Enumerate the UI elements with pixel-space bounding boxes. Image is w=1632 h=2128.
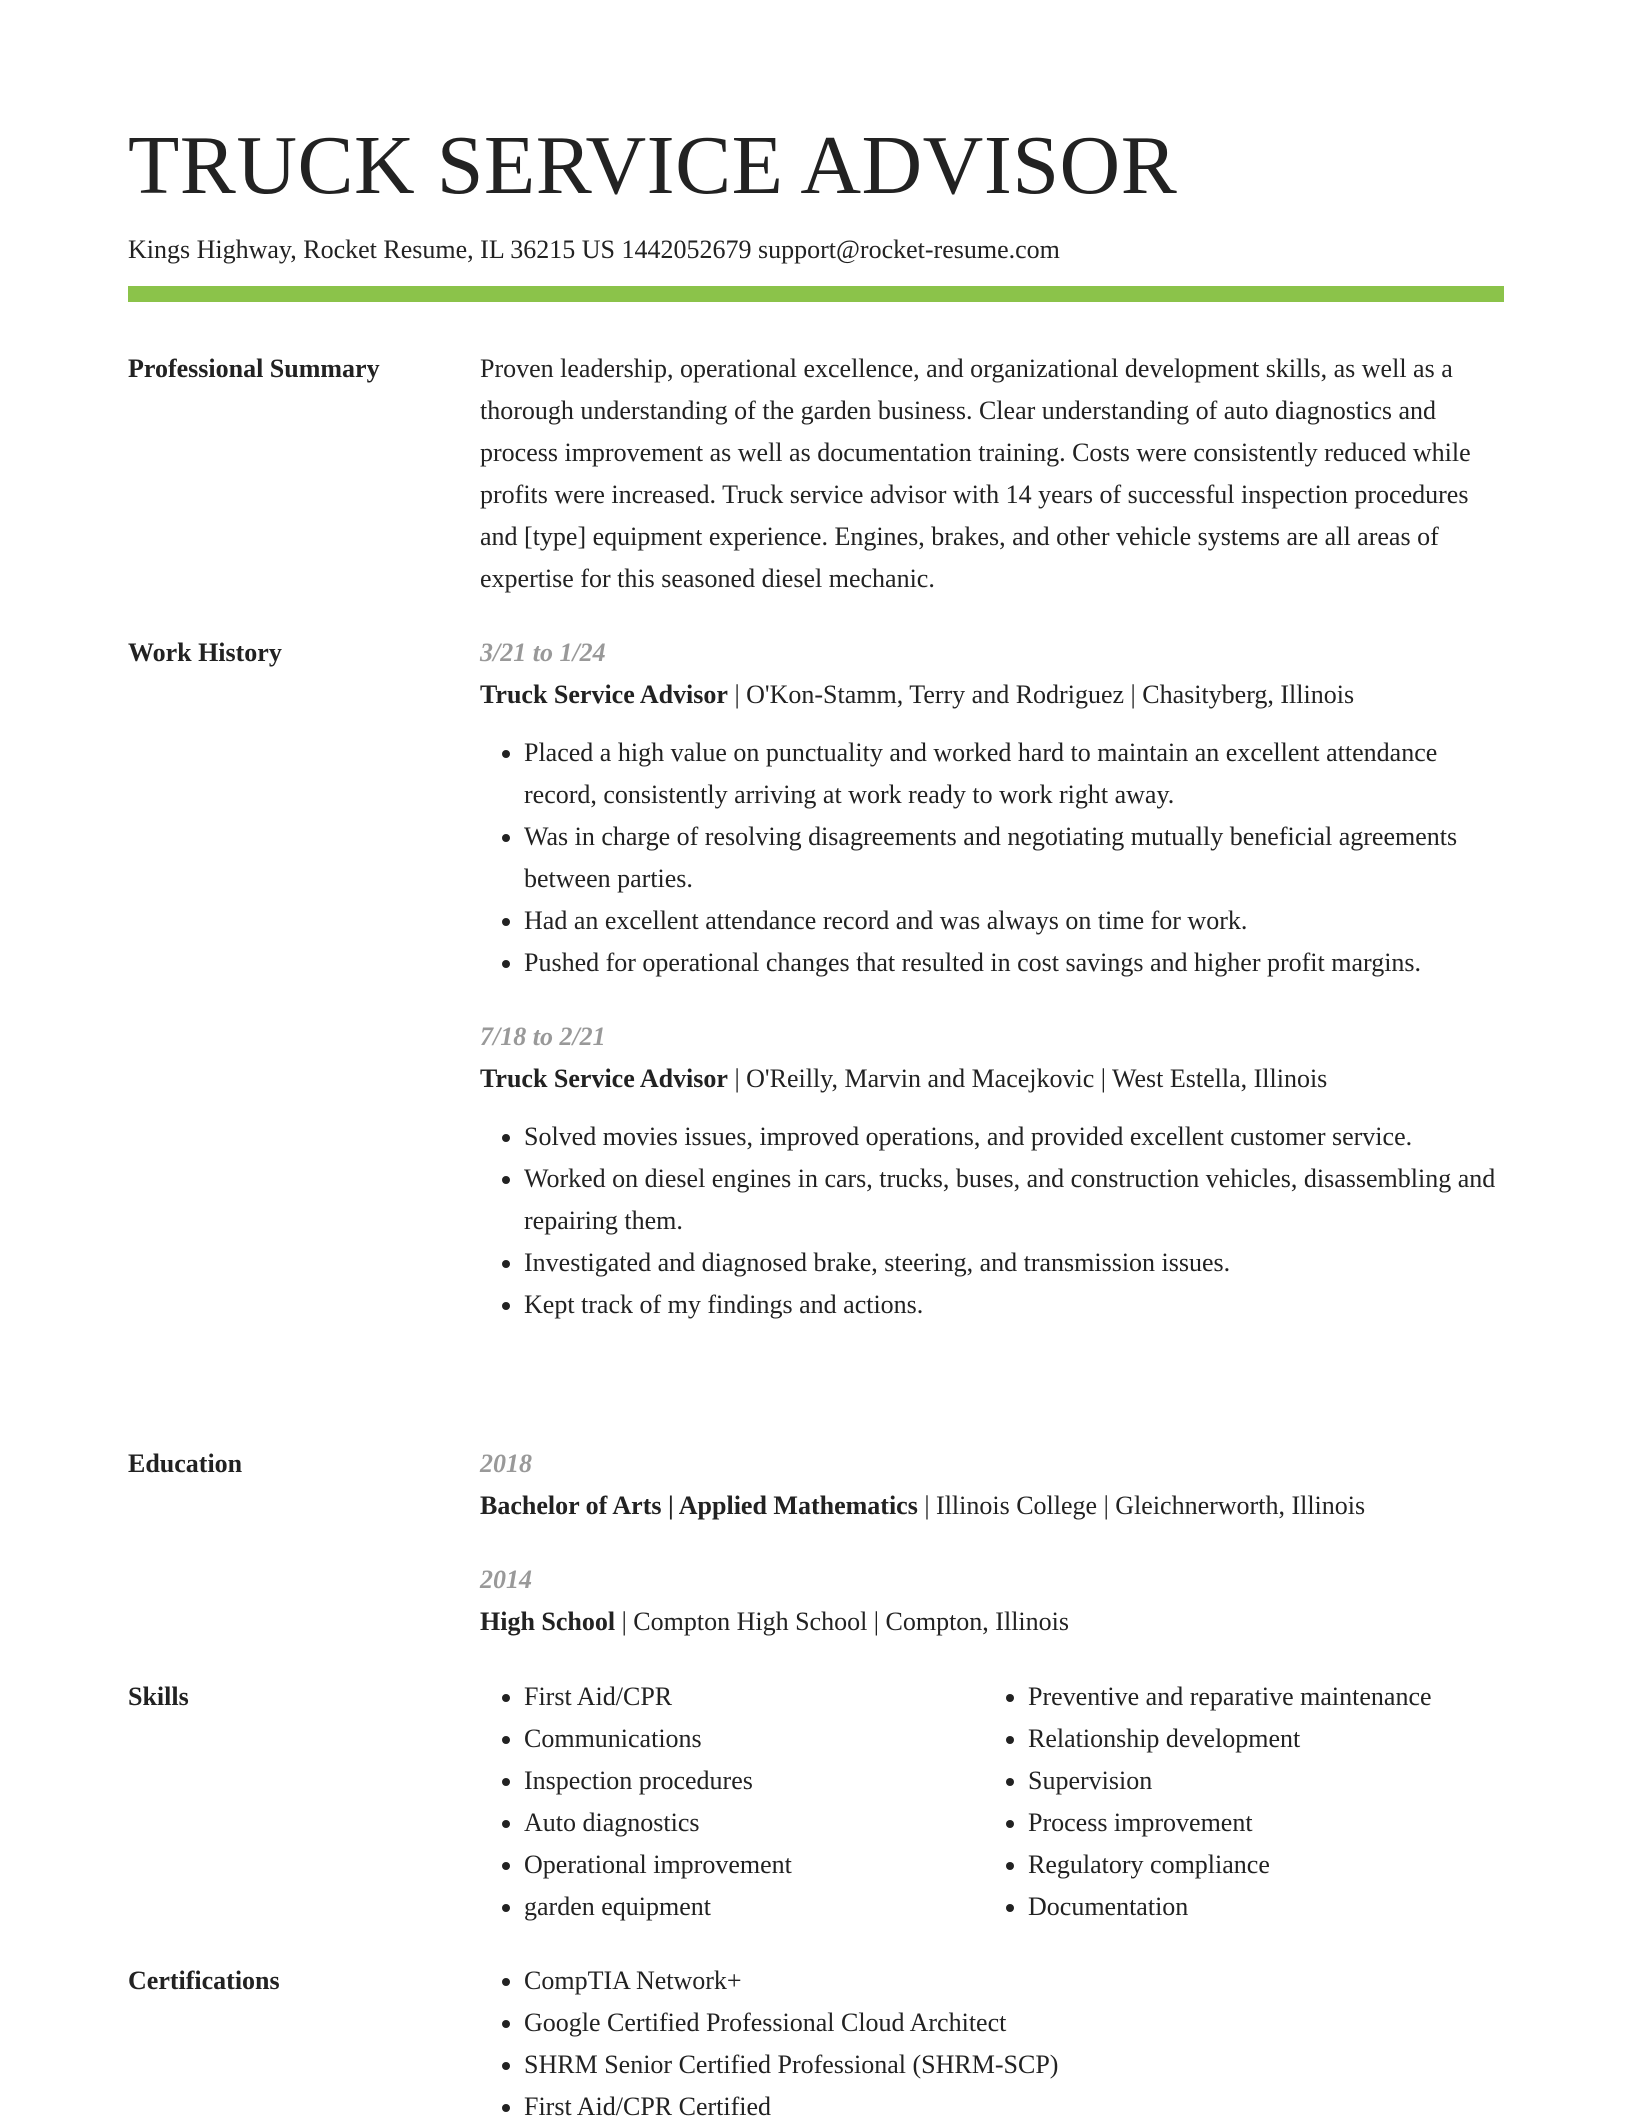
- skill-item: • Preventive and reparative maintenance: [1028, 1676, 1488, 1718]
- job-bullet: • Placed a high value on punctuality and worked hard to maintain an excellent attendance record, consistently arriving at work ready to work right away.: [524, 732, 1504, 816]
- job-bullet: • Had an excellent attendance record and was always on time for work.: [524, 900, 1504, 942]
- job-entry: [480, 632, 1504, 984]
- education-line: [480, 1485, 1504, 1527]
- summary-body: [480, 348, 1504, 600]
- job-bullet: • Worked on diesel engines in cars, trucks, buses, and construction vehicles, disassembling and repairing them.: [524, 1158, 1504, 1242]
- skill-item: • Regulatory compliance: [1028, 1844, 1488, 1886]
- education-details: | Illinois College | Gleichnerworth, Illinois: [917, 1491, 1366, 1520]
- job-role-line: [480, 674, 1504, 716]
- section-heading-summary: Professional Summary: [128, 354, 380, 383]
- section-heading-education: Education: [128, 1449, 243, 1478]
- skill-item: • Communications: [524, 1718, 984, 1760]
- job-dates: 7/18 to 2/21: [480, 1022, 606, 1051]
- certifications-body: [480, 1960, 1504, 2128]
- skill-item: • Relationship development: [1028, 1718, 1488, 1760]
- job-bullet: • Kept track of my findings and actions.: [524, 1284, 1504, 1326]
- skills-column-left: [480, 1676, 984, 1928]
- education-degree: High School: [480, 1607, 616, 1636]
- skills-column-right: [984, 1676, 1488, 1928]
- work-body: [480, 632, 1504, 1358]
- skill-item: • Documentation: [1028, 1886, 1488, 1928]
- skill-item: • Inspection procedures: [524, 1760, 984, 1802]
- summary-text: Proven leadership, operational excellence, and organizational development skills, as well as a thorough understanding of the garden business. Clear understanding of auto diagnostics and process improvement as well as documentation training. Costs were consistently reduced while profits were increased. Truck service advisor with 14 years of successful inspection procedures and [type] equipment experience. Engines, brakes, and other vehicle systems are all areas of expertise for this seasoned diesel mechanic.: [480, 354, 1471, 593]
- education-line: [480, 1601, 1504, 1643]
- job-bullet: • Pushed for operational changes that resulted in cost savings and higher profit margins.: [524, 942, 1504, 984]
- education-year: 2014: [480, 1565, 532, 1594]
- education-details: | Compton High School | Compton, Illinois: [615, 1607, 1069, 1636]
- contact-line: Kings Highway, Rocket Resume, IL 36215 US 1442052679 support@rocket-resume.com: [128, 235, 1060, 264]
- job-bullet: • Was in charge of resolving disagreements and negotiating mutually beneficial agreements between parties.: [524, 816, 1504, 900]
- skill-item: • Operational improvement: [524, 1844, 984, 1886]
- education-body: [480, 1443, 1504, 1675]
- skill-item: • Supervision: [1028, 1760, 1488, 1802]
- skill-item: • Auto diagnostics: [524, 1802, 984, 1844]
- job-role-line: [480, 1058, 1504, 1100]
- job-title: Truck Service Advisor: [480, 680, 728, 709]
- certification-item: • First Aid/CPR Certified: [524, 2086, 1504, 2128]
- accent-divider: [128, 286, 1504, 302]
- education-entry: [480, 1443, 1504, 1527]
- skill-item: • garden equipment: [524, 1886, 984, 1928]
- certification-item: • SHRM Senior Certified Professional (SHRM-SCP): [524, 2044, 1504, 2086]
- resume-title: TRUCK SERVICE ADVISOR: [128, 119, 1178, 212]
- job-bullet: • Solved movies issues, improved operations, and provided excellent customer service.: [524, 1116, 1504, 1158]
- education-year: 2018: [480, 1449, 532, 1478]
- certification-list: [480, 1960, 1504, 2128]
- job-details: | O'Kon-Stamm, Terry and Rodriguez | Chasityberg, Illinois: [727, 680, 1355, 709]
- job-details: | O'Reilly, Marvin and Macejkovic | West Estella, Illinois: [727, 1064, 1328, 1093]
- education-degree: Bachelor of Arts | Applied Mathematics: [480, 1491, 918, 1520]
- certification-item: • Google Certified Professional Cloud Architect: [524, 2002, 1504, 2044]
- education-entry: [480, 1559, 1504, 1643]
- job-bullet: • Investigated and diagnosed brake, steering, and transmission issues.: [524, 1242, 1504, 1284]
- job-dates: 3/21 to 1/24: [480, 638, 606, 667]
- section-heading-skills: Skills: [128, 1682, 189, 1711]
- job-entry: [480, 1016, 1504, 1326]
- job-title: Truck Service Advisor: [480, 1064, 728, 1093]
- skills-columns: [480, 1676, 1504, 1928]
- certification-item: • CompTIA Network+: [524, 1960, 1504, 2002]
- skill-item: • First Aid/CPR: [524, 1676, 984, 1718]
- skills-body: [480, 1676, 1504, 1928]
- job-bullets: [480, 1116, 1504, 1326]
- section-heading-certifications: Certifications: [128, 1966, 280, 1995]
- section-heading-work: Work History: [128, 638, 282, 667]
- job-bullets: [480, 732, 1504, 984]
- skill-item: • Process improvement: [1028, 1802, 1488, 1844]
